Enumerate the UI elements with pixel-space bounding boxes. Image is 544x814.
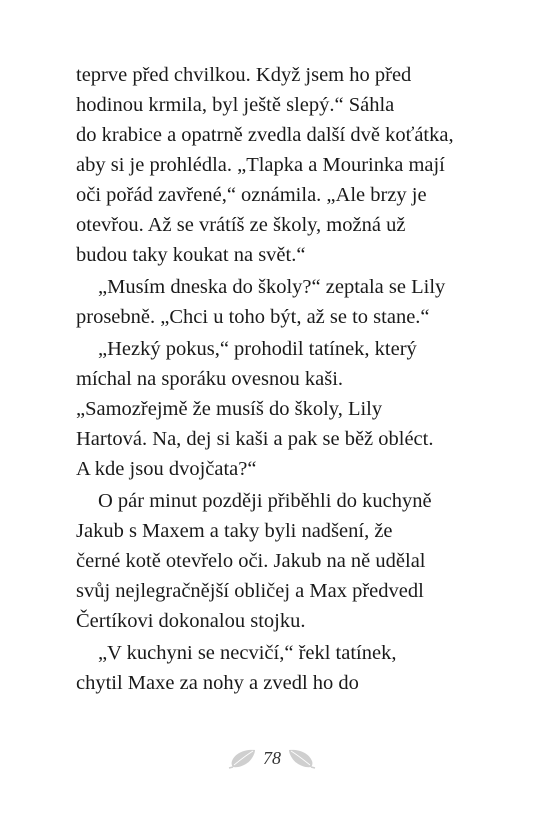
page-number: 78 <box>263 747 281 768</box>
text-line: Čertíkovi dokonalou stojku. <box>76 610 306 632</box>
text-line: aby si je prohlédla. „Tlapka a Mourinka mají <box>76 154 445 176</box>
text-line: „Samozřejmě že musíš do školy, Lily <box>76 398 383 420</box>
text-line: Hartová. Na, dej si kaši a pak se běž obléct. <box>76 428 434 450</box>
text-line: chytil Maxe za nohy a zvedl ho do <box>76 672 359 694</box>
text-line: prosebně. „Chci u toho být, až se to stane.“ <box>76 306 430 328</box>
text-line: svůj nejlegračnější obličej a Max předvedl <box>76 580 424 602</box>
text-line: hodinou krmila, byl ještě slepý.“ Sáhla <box>76 94 395 116</box>
text-line: oči pořád zavřené,“ oznámila. „Ale brzy je <box>76 184 427 206</box>
text-line: „Musím dneska do školy?“ zeptala se Lily <box>98 276 446 298</box>
text-line: teprve před chvilkou. Když jsem ho před <box>76 64 412 86</box>
text-line: míchal na sporáku ovesnou kaši. <box>76 368 344 390</box>
text-line: „Hezký pokus,“ prohodil tatínek, který <box>98 338 417 360</box>
leaf-icon <box>287 747 317 769</box>
text-line: A kde jsou dvojčata?“ <box>76 458 257 480</box>
leaf-icon <box>227 747 257 769</box>
text-line: Jakub s Maxem a taky byli nadšení, že <box>76 520 393 542</box>
text-line: budou taky koukat na svět.“ <box>76 244 306 266</box>
text-line: „V kuchyni se necvičí,“ řekl tatínek, <box>98 642 397 664</box>
text-line: do krabice a opatrně zvedla další dvě koťátka, <box>76 124 454 146</box>
text-line: O pár minut později přiběhli do kuchyně <box>98 490 432 512</box>
text-line: černé kotě otevřelo oči. Jakub na ně udělal <box>76 550 426 572</box>
text-line: otevřou. Až se vrátíš ze školy, možná už <box>76 214 406 236</box>
page-footer <box>0 743 544 773</box>
